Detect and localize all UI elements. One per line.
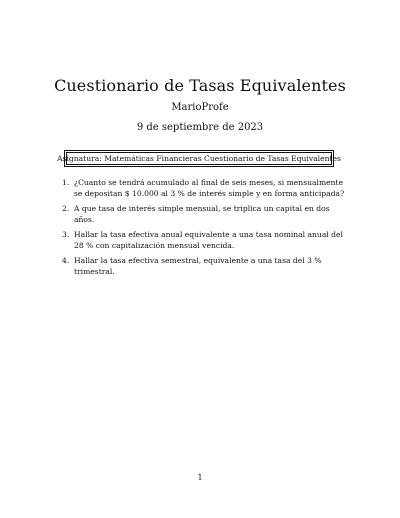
document-date: 9 de septiembre de 2023 [136, 122, 264, 133]
question-text: Hallar la tasa efectiva semestral, equivalente a una tasa del 3 % trimestral. [74, 256, 322, 276]
question-number: 2. [62, 204, 70, 213]
question-number: 4. [62, 256, 70, 265]
question-number: 3. [62, 230, 70, 239]
page-number: 1 [197, 473, 203, 482]
question-text: ¿Cuanto se tendrá acumulado al final de seis meses, si mensualmente se depositan $ 10.000 al 3 % de interés simple y en forma anticipada? [74, 178, 345, 198]
subject-text: Asignatura: Matemáticas Financieras Cuestionario de Tasas Equivalentes [57, 154, 341, 163]
document-title: Cuestionario de Tasas Equivalentes [54, 76, 346, 95]
question-text: Hallar la tasa efectiva anual equivalente a una tasa nominal anual del 28 % con capitalización mensual vencida. [74, 230, 343, 250]
document-author: MarioProfe [171, 102, 229, 113]
subject-box-inner [57, 152, 341, 165]
question-item [62, 230, 352, 251]
question-number: 1. [62, 178, 70, 187]
question-item [62, 178, 352, 199]
subject-box [57, 150, 341, 167]
question-item [62, 204, 352, 225]
question-list [62, 178, 352, 282]
question-item [62, 256, 352, 277]
question-text: A que tasa de interés simple mensual, se triplica un capital en dos años. [74, 204, 330, 224]
